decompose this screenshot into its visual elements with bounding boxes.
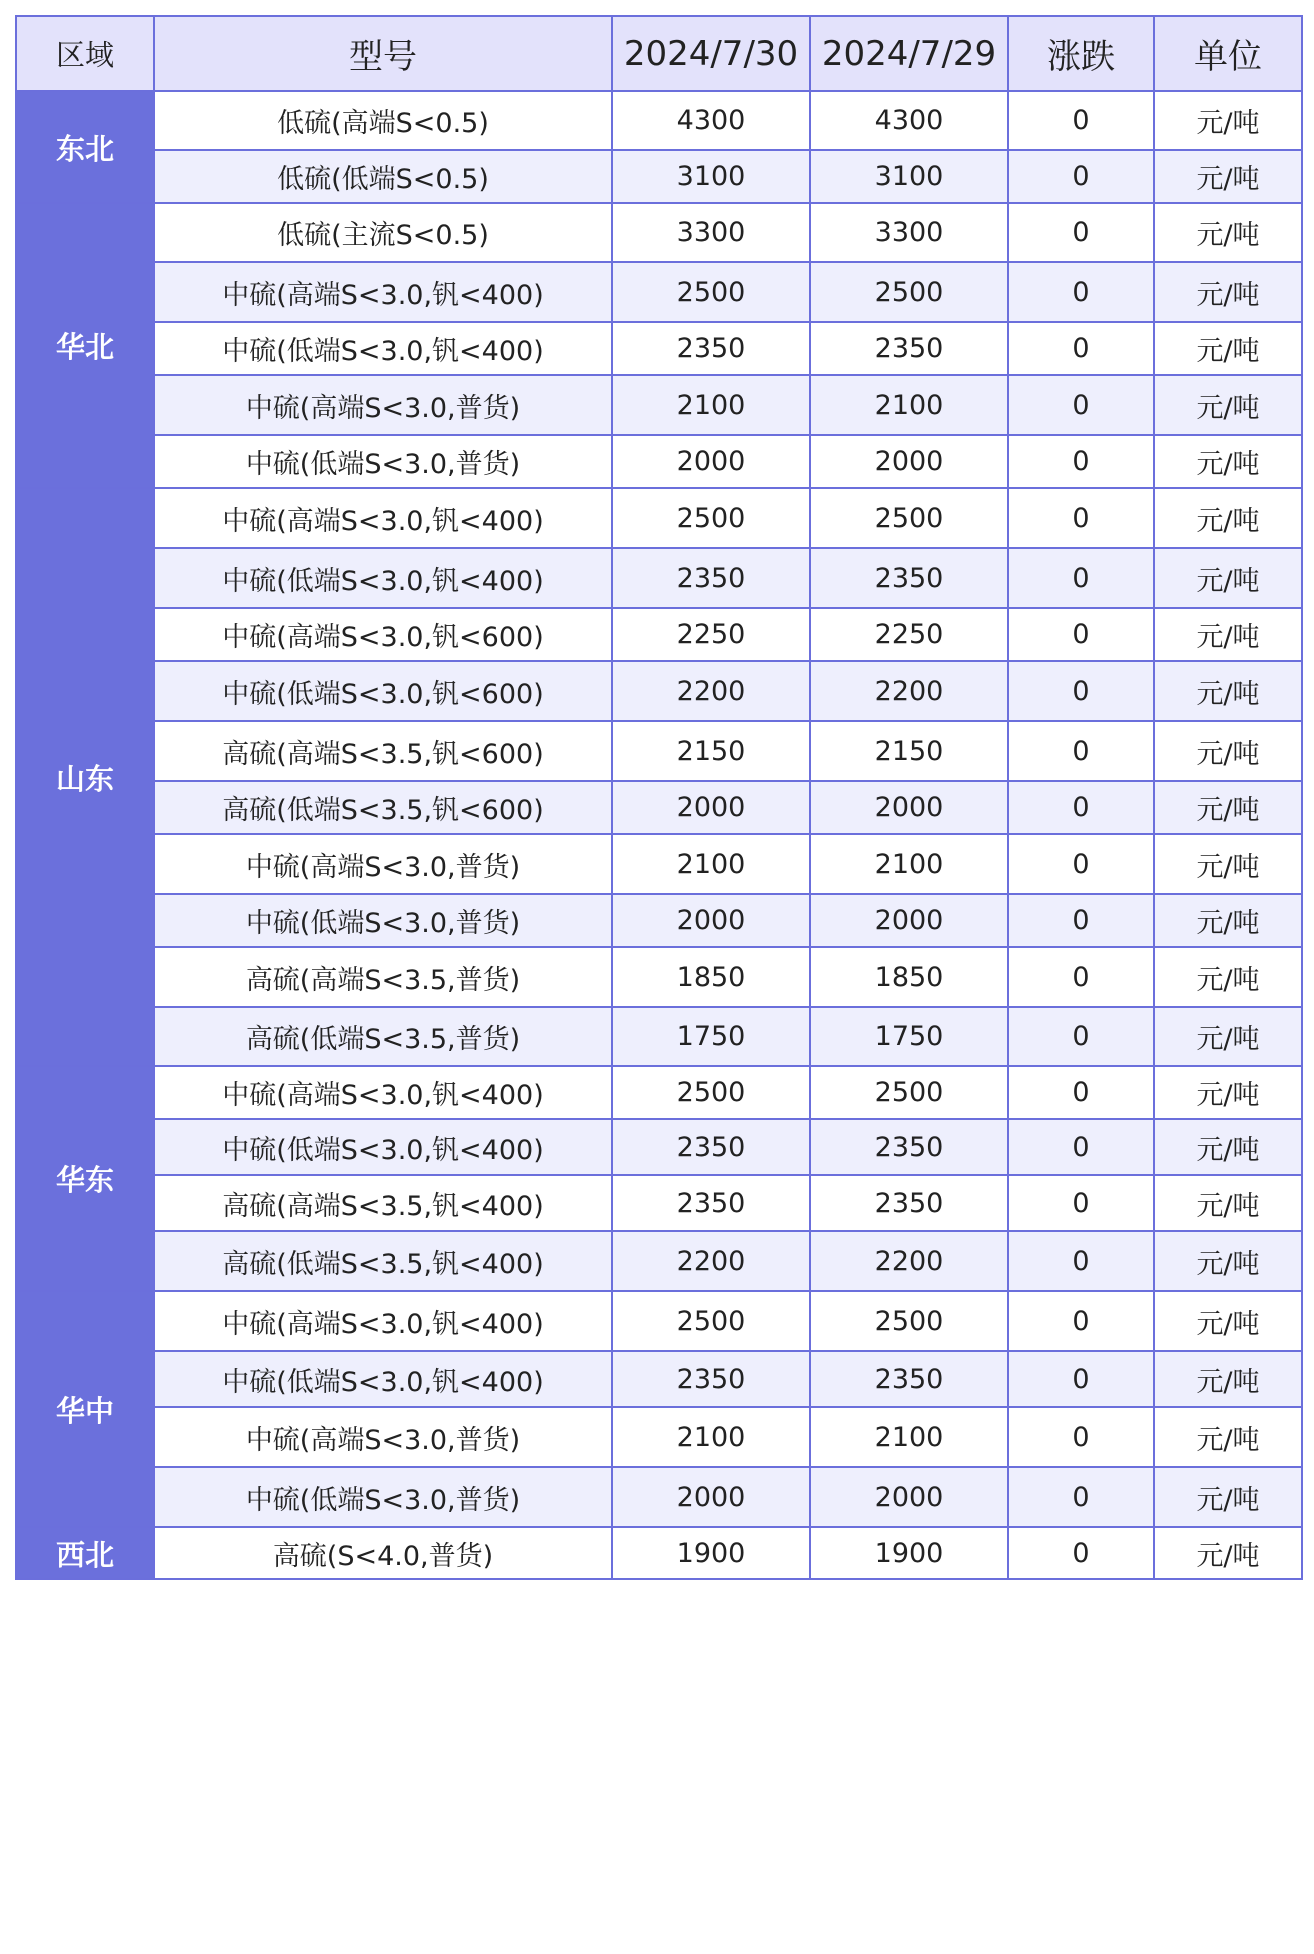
unit-cell: 元/吨: [1154, 262, 1302, 322]
model-cell: 低硫(主流S<0.5): [154, 203, 612, 262]
price-previous-cell: 2350: [810, 548, 1008, 608]
price-previous-cell: 2000: [810, 894, 1008, 947]
unit-cell: 元/吨: [1154, 721, 1302, 781]
model-cell: 中硫(低端S<3.0,钒<400): [154, 1351, 612, 1407]
change-cell: 0: [1008, 322, 1154, 375]
unit-cell: 元/吨: [1154, 91, 1302, 150]
price-previous-cell: 2100: [810, 834, 1008, 894]
change-cell: 0: [1008, 150, 1154, 203]
unit-cell: 元/吨: [1154, 781, 1302, 834]
change-cell: 0: [1008, 947, 1154, 1007]
unit-cell: 元/吨: [1154, 1527, 1302, 1579]
change-cell: 0: [1008, 203, 1154, 262]
change-cell: 0: [1008, 1231, 1154, 1291]
price-current-cell: 2350: [612, 548, 810, 608]
price-previous-cell: 2350: [810, 1175, 1008, 1231]
region-cell: 西北: [16, 1527, 154, 1579]
table-row: [16, 1175, 1302, 1231]
model-cell: 中硫(低端S<3.0,钒<400): [154, 548, 612, 608]
unit-cell: 元/吨: [1154, 1351, 1302, 1407]
price-current-cell: 3300: [612, 203, 810, 262]
change-cell: 0: [1008, 548, 1154, 608]
model-cell: 中硫(高端S<3.0,钒<400): [154, 1291, 612, 1351]
table-row: [16, 608, 1302, 661]
table-row: [16, 322, 1302, 375]
table-row: [16, 375, 1302, 435]
region-cell: 华中: [16, 1291, 154, 1527]
model-cell: 中硫(低端S<3.0,钒<400): [154, 322, 612, 375]
table-row: [16, 1231, 1302, 1291]
price-previous-cell: 2100: [810, 1407, 1008, 1467]
model-cell: 中硫(高端S<3.0,普货): [154, 1407, 612, 1467]
change-cell: 0: [1008, 1007, 1154, 1066]
price-previous-cell: 2150: [810, 721, 1008, 781]
model-cell: 高硫(高端S<3.5,钒<600): [154, 721, 612, 781]
table-row: [16, 1527, 1302, 1579]
model-cell: 中硫(高端S<3.0,钒<400): [154, 1066, 612, 1119]
model-cell: 高硫(低端S<3.5,普货): [154, 1007, 612, 1066]
price-current-cell: 2000: [612, 894, 810, 947]
change-cell: 0: [1008, 1175, 1154, 1231]
change-cell: 0: [1008, 1527, 1154, 1579]
change-cell: 0: [1008, 1119, 1154, 1175]
price-previous-cell: 2500: [810, 488, 1008, 548]
price-previous-cell: 2100: [810, 375, 1008, 435]
price-previous-cell: 2350: [810, 1119, 1008, 1175]
model-cell: 高硫(S<4.0,普货): [154, 1527, 612, 1579]
change-cell: 0: [1008, 781, 1154, 834]
model-cell: 高硫(高端S<3.5,钒<400): [154, 1175, 612, 1231]
table-row: [16, 1351, 1302, 1407]
unit-cell: 元/吨: [1154, 1231, 1302, 1291]
unit-cell: 元/吨: [1154, 1119, 1302, 1175]
unit-cell: 元/吨: [1154, 1066, 1302, 1119]
header-region: 区域: [16, 16, 154, 91]
region-cell: 华北: [16, 203, 154, 488]
price-previous-cell: 1900: [810, 1527, 1008, 1579]
unit-cell: 元/吨: [1154, 1175, 1302, 1231]
model-cell: 中硫(低端S<3.0,钒<400): [154, 1119, 612, 1175]
model-cell: 中硫(高端S<3.0,普货): [154, 375, 612, 435]
price-current-cell: 2100: [612, 834, 810, 894]
price-previous-cell: 2500: [810, 262, 1008, 322]
price-current-cell: 1750: [612, 1007, 810, 1066]
change-cell: 0: [1008, 721, 1154, 781]
price-previous-cell: 2000: [810, 781, 1008, 834]
price-previous-cell: 2000: [810, 1467, 1008, 1527]
table-row: [16, 1407, 1302, 1467]
table-row: [16, 1066, 1302, 1119]
model-cell: 中硫(高端S<3.0,普货): [154, 834, 612, 894]
price-current-cell: 1900: [612, 1527, 810, 1579]
unit-cell: 元/吨: [1154, 661, 1302, 721]
change-cell: 0: [1008, 894, 1154, 947]
price-current-cell: 2000: [612, 781, 810, 834]
change-cell: 0: [1008, 1066, 1154, 1119]
price-current-cell: 2500: [612, 1066, 810, 1119]
price-current-cell: 3100: [612, 150, 810, 203]
model-cell: 中硫(高端S<3.0,钒<600): [154, 608, 612, 661]
header-model: 型号: [154, 16, 612, 91]
change-cell: 0: [1008, 1351, 1154, 1407]
change-cell: 0: [1008, 375, 1154, 435]
price-current-cell: 2150: [612, 721, 810, 781]
table-row: [16, 91, 1302, 150]
model-cell: 高硫(低端S<3.5,钒<600): [154, 781, 612, 834]
price-current-cell: 1850: [612, 947, 810, 1007]
header-row: [16, 16, 1302, 91]
unit-cell: 元/吨: [1154, 150, 1302, 203]
model-cell: 低硫(低端S<0.5): [154, 150, 612, 203]
price-current-cell: 2350: [612, 1351, 810, 1407]
region-cell: 东北: [16, 91, 154, 203]
header-date-current: 2024/7/30: [612, 16, 810, 91]
price-previous-cell: 2200: [810, 661, 1008, 721]
table-row: [16, 1291, 1302, 1351]
header-date-previous: 2024/7/29: [810, 16, 1008, 91]
change-cell: 0: [1008, 91, 1154, 150]
price-current-cell: 2100: [612, 375, 810, 435]
unit-cell: 元/吨: [1154, 548, 1302, 608]
model-cell: 中硫(低端S<3.0,普货): [154, 1467, 612, 1527]
model-cell: 中硫(高端S<3.0,钒<400): [154, 262, 612, 322]
unit-cell: 元/吨: [1154, 322, 1302, 375]
change-cell: 0: [1008, 1291, 1154, 1351]
unit-cell: 元/吨: [1154, 435, 1302, 488]
price-current-cell: 2350: [612, 322, 810, 375]
price-current-cell: 2200: [612, 661, 810, 721]
price-previous-cell: 3100: [810, 150, 1008, 203]
price-previous-cell: 2250: [810, 608, 1008, 661]
price-previous-cell: 2500: [810, 1291, 1008, 1351]
price-current-cell: 2250: [612, 608, 810, 661]
change-cell: 0: [1008, 608, 1154, 661]
price-current-cell: 2350: [612, 1119, 810, 1175]
unit-cell: 元/吨: [1154, 608, 1302, 661]
change-cell: 0: [1008, 1467, 1154, 1527]
unit-cell: 元/吨: [1154, 203, 1302, 262]
change-cell: 0: [1008, 661, 1154, 721]
table-row: [16, 262, 1302, 322]
unit-cell: 元/吨: [1154, 1291, 1302, 1351]
price-previous-cell: 2200: [810, 1231, 1008, 1291]
unit-cell: 元/吨: [1154, 1007, 1302, 1066]
price-previous-cell: 1850: [810, 947, 1008, 1007]
price-previous-cell: 2500: [810, 1066, 1008, 1119]
unit-cell: 元/吨: [1154, 375, 1302, 435]
price-table: [15, 15, 1303, 1580]
price-current-cell: 4300: [612, 91, 810, 150]
price-current-cell: 2200: [612, 1231, 810, 1291]
table-row: [16, 488, 1302, 548]
unit-cell: 元/吨: [1154, 947, 1302, 1007]
model-cell: 高硫(高端S<3.5,普货): [154, 947, 612, 1007]
price-previous-cell: 3300: [810, 203, 1008, 262]
header-unit: 单位: [1154, 16, 1302, 91]
unit-cell: 元/吨: [1154, 894, 1302, 947]
change-cell: 0: [1008, 262, 1154, 322]
model-cell: 中硫(低端S<3.0,普货): [154, 435, 612, 488]
price-current-cell: 2350: [612, 1175, 810, 1231]
price-previous-cell: 2350: [810, 1351, 1008, 1407]
table-row: [16, 661, 1302, 721]
unit-cell: 元/吨: [1154, 1407, 1302, 1467]
region-cell: 华东: [16, 1066, 154, 1291]
header-change: 涨跌: [1008, 16, 1154, 91]
unit-cell: 元/吨: [1154, 488, 1302, 548]
table-row: [16, 781, 1302, 834]
table-row: [16, 1467, 1302, 1527]
change-cell: 0: [1008, 488, 1154, 548]
table-row: [16, 435, 1302, 488]
unit-cell: 元/吨: [1154, 1467, 1302, 1527]
change-cell: 0: [1008, 834, 1154, 894]
table-row: [16, 834, 1302, 894]
model-cell: 中硫(高端S<3.0,钒<400): [154, 488, 612, 548]
change-cell: 0: [1008, 435, 1154, 488]
table-row: [16, 1007, 1302, 1066]
table-row: [16, 721, 1302, 781]
price-current-cell: 2500: [612, 1291, 810, 1351]
price-current-cell: 2100: [612, 1407, 810, 1467]
price-previous-cell: 2350: [810, 322, 1008, 375]
price-previous-cell: 2000: [810, 435, 1008, 488]
table-header: [16, 16, 1302, 91]
price-current-cell: 2000: [612, 435, 810, 488]
table-row: [16, 203, 1302, 262]
model-cell: 中硫(低端S<3.0,钒<600): [154, 661, 612, 721]
price-previous-cell: 1750: [810, 1007, 1008, 1066]
table-row: [16, 1119, 1302, 1175]
table-row: [16, 894, 1302, 947]
price-current-cell: 2500: [612, 262, 810, 322]
table-row: [16, 947, 1302, 1007]
model-cell: 高硫(低端S<3.5,钒<400): [154, 1231, 612, 1291]
change-cell: 0: [1008, 1407, 1154, 1467]
unit-cell: 元/吨: [1154, 834, 1302, 894]
model-cell: 低硫(高端S<0.5): [154, 91, 612, 150]
price-previous-cell: 4300: [810, 91, 1008, 150]
table-body: [16, 91, 1302, 1579]
table-row: [16, 150, 1302, 203]
price-current-cell: 2500: [612, 488, 810, 548]
price-current-cell: 2000: [612, 1467, 810, 1527]
model-cell: 中硫(低端S<3.0,普货): [154, 894, 612, 947]
table-row: [16, 548, 1302, 608]
region-cell: 山东: [16, 488, 154, 1066]
